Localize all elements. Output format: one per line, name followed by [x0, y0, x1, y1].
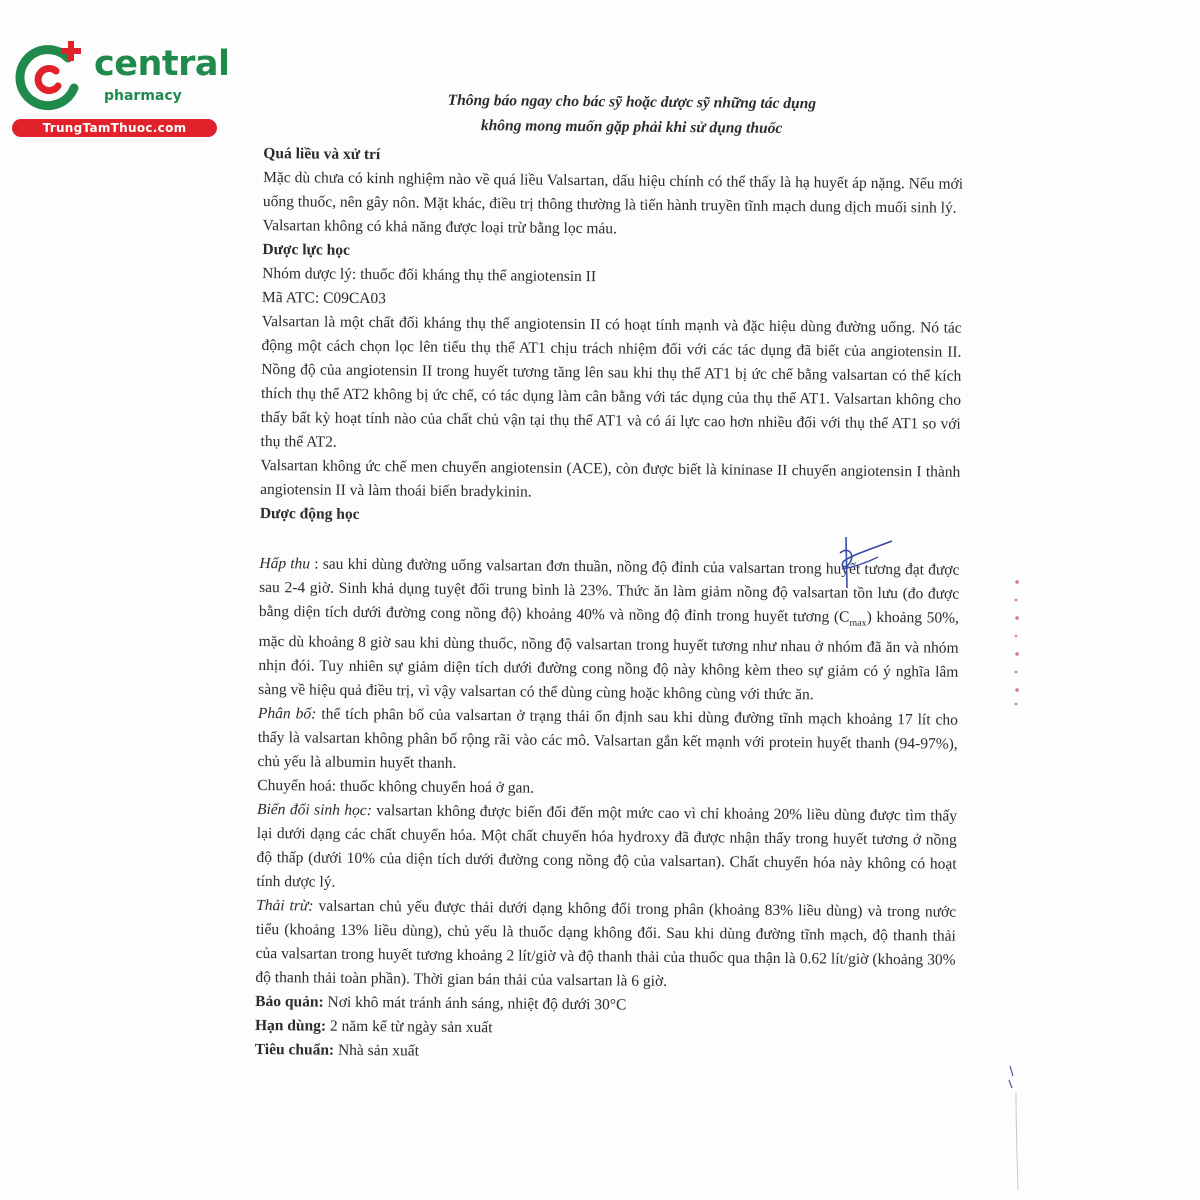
- standard-label: Tiêu chuẩn:: [254, 1041, 335, 1059]
- elimination-paragraph: [255, 894, 956, 997]
- pharmacodynamics-paragraph-1: Valsartan là một chất đối kháng thụ thể angiotensin II có hoạt tính mạnh và đặc hiệu dùng đường uống. Nó tác động một cách chọn lọc lên tiểu thụ thể AT1 chịu trách nhiệm đối với các tác dụng đã biết của angiotensin II. Nồng độ của angiotensin II trong huyết tương tăng lên sau khi thụ thể AT1 bị ức chế bằng valsartan có thể kích thích thụ thể AT2 không bị ức chế, có tác dụng làm cân bằng với tác dụng của thụ thể AT1. Valsartan không cho thấy bất kỳ hoạt tính nào của chất chủ vận tại thụ thể AT1 và có ái lực cao hơn nhiều đối với thụ thể AT1 so với thụ thể AT2.: [260, 312, 962, 451]
- expiry-label: Hạn dùng:: [254, 1017, 327, 1035]
- absorption-text-1: : sau khi dùng đường uống valsartan đơn thuần, nồng độ đỉnh của valsartan trong huyết tương đạt được sau 2-4 giờ. Sinh khả dụng tuyệt đối trung bình là 23%. Thức ăn làm giảm nồng độ valsartan tồn lưu (đo được bằng diện tích dưới đường cong nồng độ) khoảng 40% và nồng độ đỉnh trong huyết tương (C: [258, 555, 960, 626]
- distribution-paragraph: [257, 702, 958, 781]
- overdose-paragraph-1: Mặc dù chưa có kinh nghiệm nào về quá liều Valsartan, dấu hiệu chính có thể thấy là hạ huyết áp nặng. Nếu mới uống thuốc, nên gây nôn. Mặt khác, điều trị thông thường là tiến hành truyền tĩnh mạch dung dịch muối sinh lý.: [262, 168, 964, 217]
- margin-scribble: [1004, 1062, 1022, 1192]
- margin-perforation: [1012, 578, 1022, 708]
- distribution-text: thể tích phân bố của valsartan ở trạng thái ổn định sau khi dùng đường tĩnh mạch khoảng 17 lít cho thấy là valsartan không phân bố rộng rãi vào các mô. Valsartan gắn kết mạnh với protein huyết thanh (94-97%), chủ yếu là albumin huyết thanh.: [257, 705, 959, 772]
- pharmacy-cross-icon: [12, 38, 88, 114]
- biotransformation-text: valsartan không được biến đổi đến một mức cao vì chỉ khoảng 20% liều dùng được tìm thấy lại dưới dạng các chất chuyển hóa. Một chất chuyển hóa hydroxy đã được nhận thấy trong huyết tương ở nồng độ thấp (dưới 10% của diện tích dưới đường cong nồng độ của valsartan). Chất chuyển hóa này không có hoạt tính dược lý.: [256, 802, 958, 891]
- logo-subtitle: pharmacy: [104, 88, 182, 104]
- biotransformation-label: Biến đổi sinh học:: [256, 801, 372, 820]
- metabolism-paragraph: Chuyển hoá: thuốc không chuyển hoá ở gan.: [257, 777, 535, 797]
- notice-line-1: Thông báo ngay cho bác sỹ hoặc dược sỹ những tác dụng: [447, 91, 817, 113]
- biotransformation-paragraph: [256, 798, 957, 901]
- notice-line-2: không mong muốn gặp phải khi sử dụng thuốc: [480, 117, 783, 137]
- elimination-label: Thải trừ:: [256, 897, 314, 915]
- logo-url[interactable]: TrungTamThuoc.com: [12, 119, 217, 137]
- overdose-paragraph-2: Valsartan không có khả năng được loại trừ bằng lọc máu.: [262, 216, 618, 238]
- overdose-heading: Quá liều và xử trí: [263, 144, 381, 164]
- pharmacological-group: Nhóm dược lý: thuốc đối kháng thụ thể angiotensin II: [262, 264, 597, 286]
- pharmacodynamics-paragraph-2: Valsartan không ức chế men chuyển angiotensin (ACE), còn được biết là kininase II chuyển angiotensin I thành angiotensin II và làm thoái biến bradykinin.: [260, 456, 961, 501]
- central-pharmacy-logo[interactable]: [8, 38, 230, 138]
- distribution-label: Phân bố:: [257, 705, 317, 723]
- atc-code: Mã ATC: C09CA03: [261, 288, 387, 308]
- notice-header: [300, 86, 964, 142]
- absorption-text-2: ) khoảng 50%, mặc dù khoảng 8 giờ sau khi dùng thuốc, nồng độ valsartan trong huyết tương như nhau ở nhóm đã ăn và nhóm nhịn đói. Tuy nhiên sự giảm diện tích dưới đường cong nồng độ này không kèm theo sự giảm có ý nghĩa lâm sàng về hiệu quả điều trị, vì vậy valsartan có thể dùng cùng hoặc không cùng với thức ăn.: [258, 608, 960, 704]
- absorption-label: Hấp thu: [259, 554, 311, 573]
- storage-label: Bảo quản:: [255, 993, 324, 1011]
- logo-name: central: [94, 44, 230, 84]
- expiry-value: 2 năm kể từ ngày sản xuất: [325, 1017, 493, 1037]
- pharmacodynamics-heading: Dược lực học: [262, 240, 350, 259]
- pharmacokinetics-heading: Dược động học: [259, 504, 360, 523]
- cmax-subscript: max: [849, 617, 867, 629]
- signature-mark: [826, 535, 896, 590]
- elimination-text: valsartan chủ yếu được thải dưới dạng không đổi trong phân (khoảng 83% liều dùng) và trong nước tiểu (khoảng 13% liều dùng), chủ yếu là thuốc dạng không đổi. Sau khi dùng đường tĩnh mạch, độ thanh thải của valsartan trong huyết tương khoảng 2 lít/giờ và độ thanh thải của thuốc qua thận là 0.62 lít/giờ (khoảng 30% độ thanh thải toàn phần). Thời gian bán thải của valsartan là 6 giờ.: [255, 897, 957, 991]
- storage-value: Nơi khô mát tránh ánh sáng, nhiệt độ dưới 30°C: [323, 993, 627, 1014]
- standard-value: Nhà sản xuất: [334, 1041, 420, 1060]
